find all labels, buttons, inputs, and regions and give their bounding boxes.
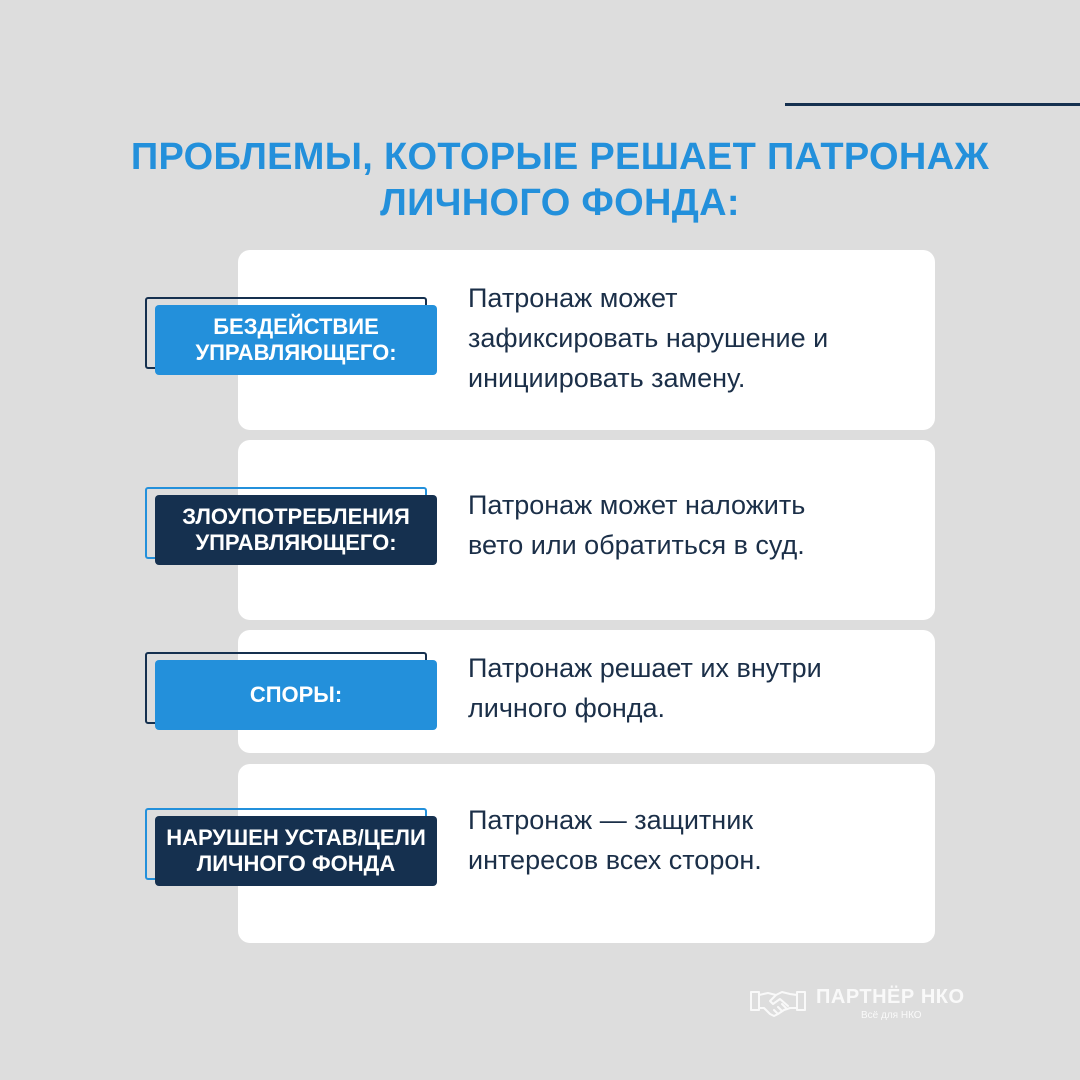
brand-logo	[750, 984, 980, 1024]
label-badge: НАРУШЕН УСТАВ/ЦЕЛИ ЛИЧНОГО ФОНДА	[155, 816, 437, 886]
problem-label-disputes	[145, 652, 427, 724]
problem-label-inaction	[145, 297, 427, 369]
page-title-line-1: ПРОБЛЕМЫ, КОТОРЫЕ РЕШАЕТ ПАТРОНАЖ	[130, 136, 990, 178]
problem-label-abuse	[145, 487, 427, 559]
problem-label-charter-violation	[145, 808, 427, 880]
label-badge: СПОРЫ:	[155, 660, 437, 730]
logo-name: ПАРТНЁР НКО	[816, 986, 965, 1008]
page-title	[120, 134, 1000, 226]
label-badge: БЕЗДЕЙСТВИЕ УПРАВЛЯЮЩЕГО:	[155, 305, 437, 375]
top-accent-line	[785, 103, 1080, 106]
problem-card-solution-text: Патронаж может зафиксировать нарушение и инициировать замену.	[468, 283, 829, 393]
problem-card-solution-text: Патронаж может наложить вето или обратиться в суд.	[468, 490, 806, 560]
page-title-line-2: ЛИЧНОГО ФОНДА:	[380, 182, 740, 224]
problem-card-solution-text: Патронаж — защитник интересов всех сторон.	[468, 805, 762, 875]
label-badge: ЗЛОУПОТРЕБЛЕНИЯ УПРАВЛЯЮЩЕГО:	[155, 495, 437, 565]
logo-tagline: Всё для НКО	[861, 1010, 922, 1021]
handshake-icon	[750, 986, 806, 1020]
problem-card-solution-text: Патронаж решает их внутри личного фонда.	[468, 653, 822, 723]
